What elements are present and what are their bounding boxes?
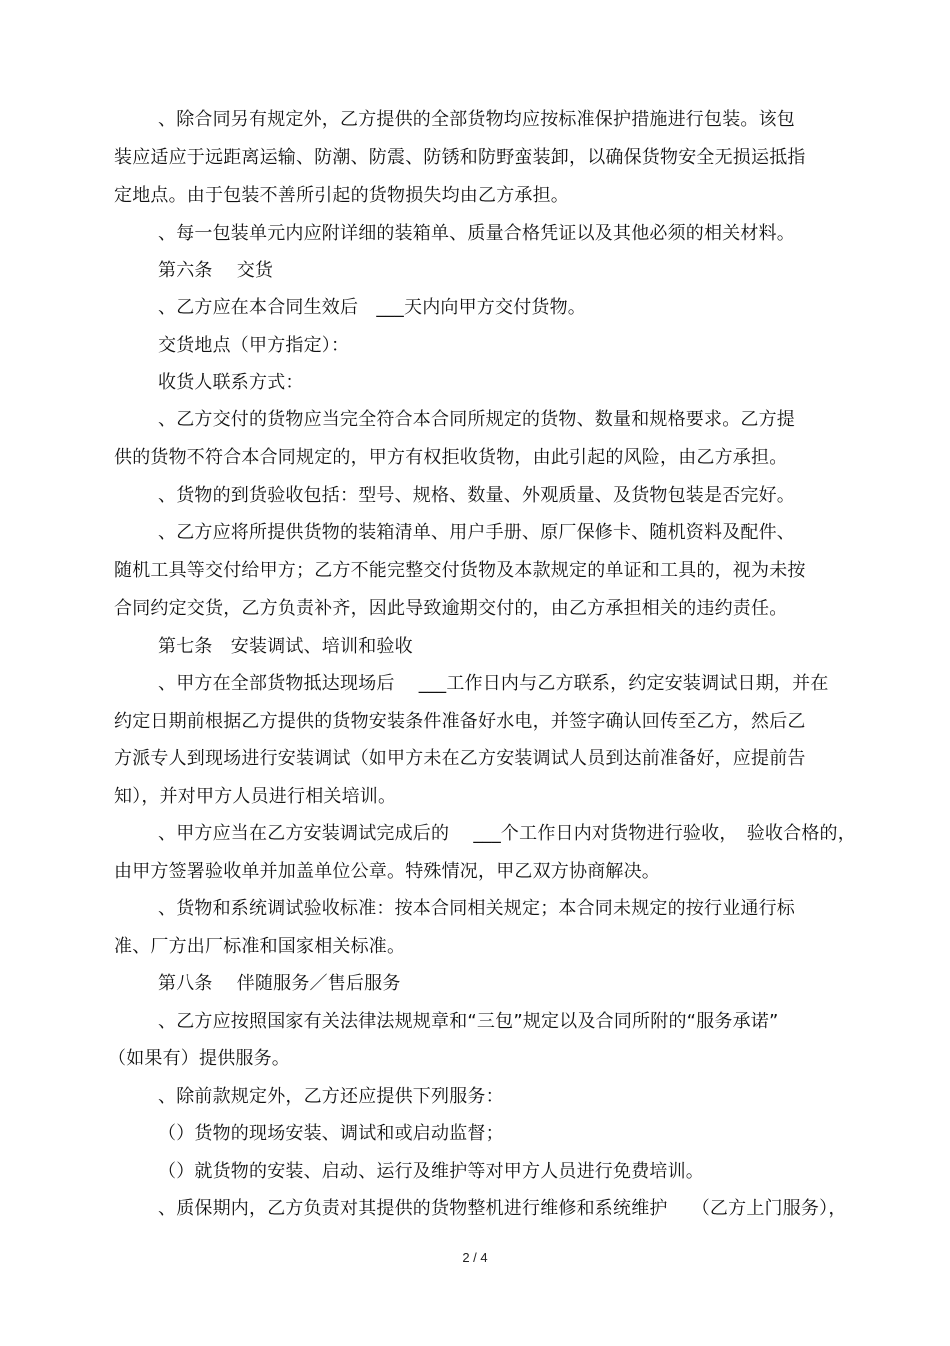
page-number: 2 / 4: [462, 1250, 488, 1265]
text-line: 、每一包装单元内应附详细的装箱单、质量合格凭证以及其他必须的相关材料。: [158, 223, 795, 244]
section-heading: 第七条 安装调试、培训和验收: [158, 636, 413, 657]
text-line: 、甲方应当在乙方安装调试完成后的 ___个工作日内对货物进行验收， 验收合格的，: [158, 823, 856, 844]
text-line: 定地点。由于包装不善所引起的货物损失均由乙方承担。: [114, 185, 569, 206]
text-line: 供的货物不符合本合同规定的，甲方有权拒收货物，由此引起的风险，由乙方承担。: [114, 447, 788, 468]
text-line: 、甲方在全部货物抵达现场后 ___工作日内与乙方联系，约定安装调试日期，并在: [158, 673, 829, 694]
text-line: 知），并对甲方人员进行相关培训。: [114, 786, 397, 807]
text-line: （如果有）提供服务。: [108, 1048, 290, 1069]
list-item: （）就货物的安装、启动、运行及维护等对甲方人员进行免费培训。: [158, 1161, 704, 1182]
text-line: 方派专人到现场进行安装调试（如甲方未在乙方安装调试人员到达前准备好，应提前告: [114, 748, 806, 769]
text-line: 、乙方应将所提供货物的装箱清单、用户手册、原厂保修卡、随机资料及配件、: [158, 522, 795, 543]
list-item: （）货物的现场安装、调试和或启动监督；: [158, 1123, 504, 1144]
text-line: 装应适应于远距离运输、防潮、防震、防锈和防野蛮装卸，以确保货物安全无损运抵指: [114, 147, 806, 168]
text-line: 、货物的到货验收包括：型号、规格、数量、外观质量、及货物包装是否完好。: [158, 485, 795, 506]
text-line: 随机工具等交付给甲方；乙方不能完整交付货物及本款规定的单证和工具的，视为未按: [114, 560, 806, 581]
text-line: 、除合同另有规定外，乙方提供的全部货物均应按标准保护措施进行包装。该包: [158, 109, 795, 130]
text-line: 、货物和系统调试验收标准：按本合同相关规定；本合同未规定的按行业通行标: [158, 898, 795, 919]
text-line: 收货人联系方式：: [158, 372, 304, 393]
text-line: 、除前款规定外，乙方还应提供下列服务：: [158, 1086, 504, 1107]
section-heading: 第八条 伴随服务／售后服务: [158, 973, 401, 994]
section-heading: 第六条 交货: [158, 260, 274, 281]
text-line: 由甲方签署验收单并加盖单位公章。特殊情况，甲乙双方协商解决。: [114, 861, 660, 882]
text-line: 、乙方交付的货物应当完全符合本合同所规定的货物、数量和规格要求。乙方提: [158, 409, 795, 430]
text-line: 、乙方应按照国家有关法律法规规章和“三包”规定以及合同所附的“服务承诺”: [158, 1011, 779, 1032]
text-line: 准、厂方出厂标准和国家相关标准。: [114, 936, 406, 957]
text-line: 、质保期内，乙方负责对其提供的货物整机进行维修和系统维护 （乙方上门服务），: [158, 1198, 847, 1219]
text-line: 约定日期前根据乙方提供的货物安装条件准备好水电，并签字确认回传至乙方，然后乙: [114, 711, 806, 732]
text-line: 合同约定交货，乙方负责补齐，因此导致逾期交付的，由乙方承担相关的违约责任。: [114, 598, 788, 619]
text-line: 、乙方应在本合同生效后 ___天内向甲方交付货物。: [158, 297, 586, 318]
text-line: 交货地点（甲方指定）：: [158, 335, 350, 356]
